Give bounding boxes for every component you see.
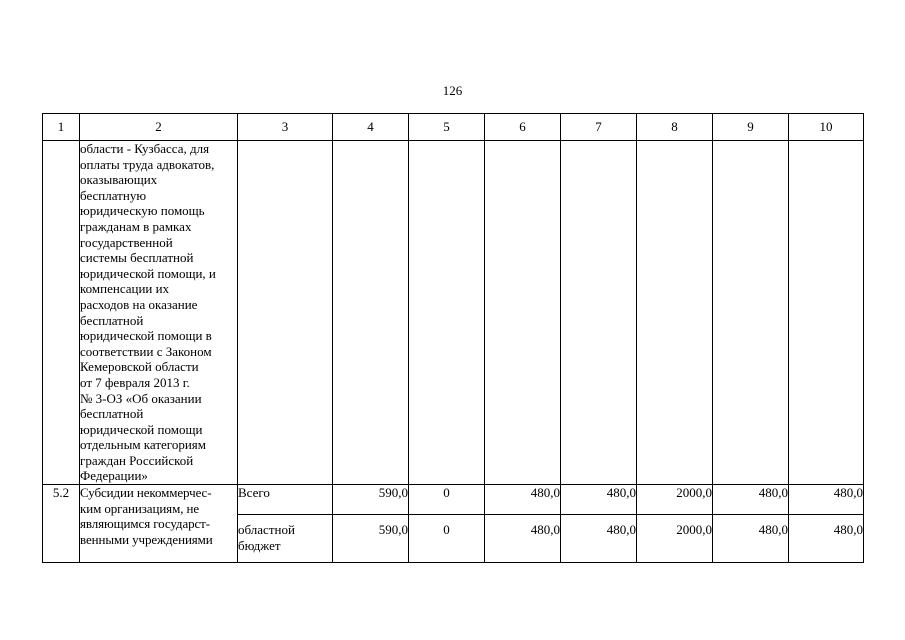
value-cell: 480,0 bbox=[789, 485, 864, 515]
value-cell: 0 bbox=[409, 485, 485, 515]
text-line: от 7 февраля 2013 г. bbox=[80, 374, 190, 390]
text-line: № 3-ОЗ «Об оказании bbox=[80, 390, 202, 406]
text-line: Кемеровской области bbox=[80, 359, 199, 375]
empty-cell bbox=[43, 141, 80, 485]
header-cell: 9 bbox=[713, 114, 789, 141]
empty-cell bbox=[409, 141, 485, 485]
header-cell: 8 bbox=[637, 114, 713, 141]
value-cell: 480,0 bbox=[713, 515, 789, 563]
text-line: Федерации» bbox=[80, 468, 148, 484]
empty-cell bbox=[485, 141, 561, 485]
text-line: юридическую помощь bbox=[80, 203, 205, 219]
value-cell: 480,0 bbox=[789, 515, 864, 563]
text-line: юридической помощи в bbox=[80, 328, 212, 344]
header-cell: 6 bbox=[485, 114, 561, 141]
empty-cell bbox=[713, 141, 789, 485]
header-cell: 2 bbox=[80, 114, 238, 141]
text-line: юридической помощи, и bbox=[80, 265, 216, 281]
text-line: областной bbox=[238, 522, 295, 538]
text-line: гражданам в рамках bbox=[80, 218, 192, 234]
value-cell: 0 bbox=[409, 515, 485, 563]
text-line: оплаты труда адвокатов, bbox=[80, 156, 215, 172]
text-line: бесплатную bbox=[80, 187, 147, 203]
continuation-row bbox=[43, 141, 864, 485]
row-index: 5.2 bbox=[43, 485, 80, 563]
table-row bbox=[43, 485, 864, 515]
header-cell: 4 bbox=[333, 114, 409, 141]
continuation-description bbox=[80, 141, 238, 485]
header-cell: 10 bbox=[789, 114, 864, 141]
text-line: отдельным категориям bbox=[80, 437, 206, 453]
row-description bbox=[80, 485, 238, 563]
value-cell: 590,0 bbox=[333, 485, 409, 515]
text-line: компенсации их bbox=[80, 281, 170, 297]
header-row bbox=[43, 114, 864, 141]
value-cell: 480,0 bbox=[561, 515, 637, 563]
budget-table bbox=[42, 113, 864, 563]
text-line: системы бесплатной bbox=[80, 250, 194, 266]
text-line: являющимся государст- bbox=[80, 516, 210, 532]
header-cell: 7 bbox=[561, 114, 637, 141]
text-line: бюджет bbox=[238, 537, 281, 553]
text-line: оказывающих bbox=[80, 172, 158, 188]
text-line: области - Кузбасса, для bbox=[80, 141, 210, 156]
empty-cell bbox=[333, 141, 409, 485]
text-line: государственной bbox=[80, 234, 173, 250]
text-line: Субсидии некоммерчес- bbox=[80, 485, 212, 501]
empty-cell bbox=[238, 141, 333, 485]
funding-source-label bbox=[238, 485, 333, 515]
text-line: граждан Российской bbox=[80, 452, 194, 468]
value-cell: 480,0 bbox=[485, 485, 561, 515]
header-cell: 1 bbox=[43, 114, 80, 141]
text-line: венными учреждениями bbox=[80, 531, 213, 547]
empty-cell bbox=[561, 141, 637, 485]
header-cell: 5 bbox=[409, 114, 485, 141]
text-line: Всего bbox=[238, 485, 270, 501]
header-cell: 3 bbox=[238, 114, 333, 141]
value-cell: 590,0 bbox=[333, 515, 409, 563]
text-line: бесплатной bbox=[80, 406, 144, 422]
text-line: юридической помощи bbox=[80, 421, 203, 437]
text-line: соответствии с Законом bbox=[80, 343, 212, 359]
text-line: ким организациям, не bbox=[80, 500, 200, 516]
funding-source-label bbox=[238, 515, 333, 563]
empty-cell bbox=[637, 141, 713, 485]
value-cell: 480,0 bbox=[561, 485, 637, 515]
value-cell: 2000,0 bbox=[637, 515, 713, 563]
page-number: 126 bbox=[442, 83, 463, 98]
text-line: бесплатной bbox=[80, 312, 144, 328]
value-cell: 480,0 bbox=[713, 485, 789, 515]
value-cell: 480,0 bbox=[485, 515, 561, 563]
empty-cell bbox=[789, 141, 864, 485]
value-cell: 2000,0 bbox=[637, 485, 713, 515]
text-line: расходов на оказание bbox=[80, 296, 198, 312]
